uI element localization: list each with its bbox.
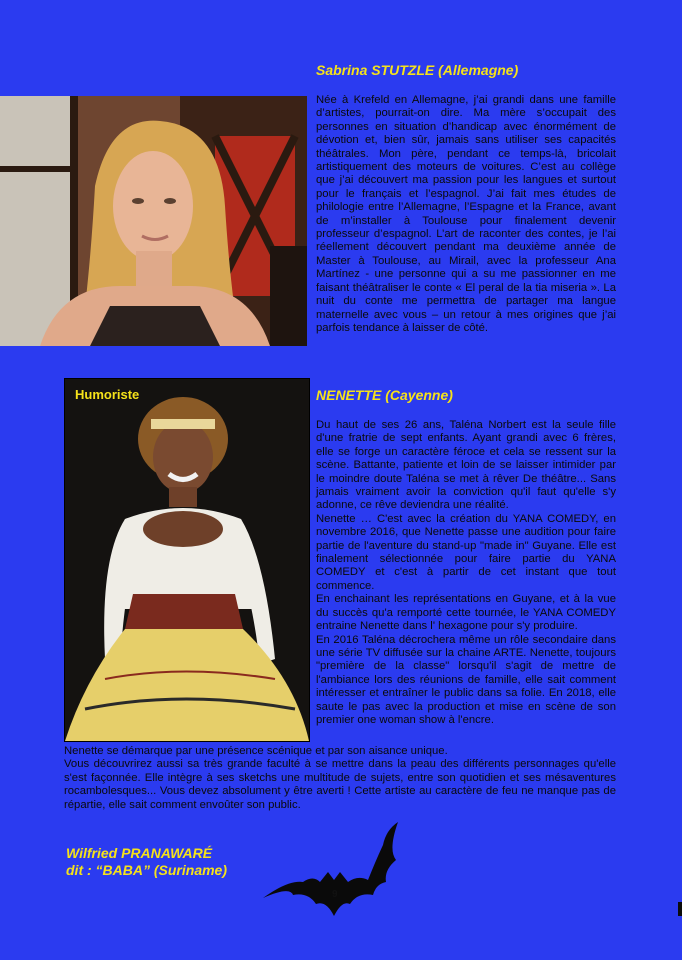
- page-number: 9: [332, 889, 338, 900]
- section2-body-column: Du haut de ses 26 ans, Taléna Norbert est la seule fille d'une fratrie de sept enfants. Ayant grandi avec 6 frères, elle se forge un caractère féroce et cela se ressent sur la scène. Battante, patiente et loin de se laisser intimider par le moindre doute Taléna se met à rêver De théâtre... Sans jamais vraiment avoir la conviction qu'il faut qu'elle s'y adonne, ce rêve deviendra une réalité. Nenette … C'est avec la création du YANA COMEDY, en novembre 2016, que Nenette passe une audition pour faire partie de l'aventure du stand-up "made in" Guyane. Elle est finalement sélectionnée pour faire partie du YANA COMEDY et c'est à partir de cet instant que tout commence. En enchainant les représentations en Guyane, et à la vue du succès qu'a remporté cette tournée, le YANA COMEDY entraine Nenette dans l' hexagone pour s'y produire. En 2016 Taléna décrochera même un rôle secondaire dans une série TV diffusée sur la chaine ARTE. Nenette, toujours "première de la classe" lorsqu'il s'agit de mettre de l'ambiance lors des réunions de famille, elle sait comment intéresser et entraîner le public dans sa folie. En 2018, elle saute le pas avec la production et mise en scène de son premier one woman show à l'encre.: [316, 419, 616, 726]
- nenette-photo: [64, 378, 310, 742]
- section3-heading-line1: Wilfried PRANAWARÉ: [66, 845, 213, 861]
- section3-heading-line2: dit : “BABA” (Suriname): [66, 862, 227, 878]
- bat-icon: [258, 820, 408, 925]
- section1-body: Née à Krefeld en Allemagne, j’ai grandi dans une famille d’artistes, pourrait-on dire. Ma mère s’occupait des personnes en situation d’handicap avec énormément de dévotion et, bien sûr, jamais sans utiliser ses capacités théâtrales. Mon père, pendant ce temps-là, bricolait artistiquement des moteurs de voitures. C’est au collège que j’ai découvert ma passion pour les langues et surtout pour le français et l’espagnol. J’ai fait mes études de philologie entre l’Allemagne, l’Espagne et la France, avant de m’installer à Toulouse pour finalement devenir professeur d’espagnol. L’art de raconter des contes, je l’ai réellement découvert pendant ma deuxième année de Master à Toulouse, au Mirail, avec la professeur Ana Martínez - une personne qui a su me passionner en me faisant théâtraliser le conte « El peral de la tia miseria ». La nuit du conte me permettra de partager ma langue maternelle avec vous – un retour à mes origines que j’ai parfois tendance à laisser de côté.: [316, 94, 616, 334]
- section2-heading: NENETTE (Cayenne): [316, 387, 453, 403]
- section2-body-full: Nenette se démarque par une présence scénique et par son aisance unique. Vous découvrirez aussi sa très grande faculté à se mettre dans la peau des différents personnages qu'elle s'est façonnée. Elle intègre à ses sketchs une multitude de sujets, entre son quotidien et ses mésaventures rocambolesques... Vous devez absolument y être averti ! Cette artiste au caractère de feu ne manque pas de répartie, elle sait comment envoûter son public.: [64, 745, 616, 811]
- photo-label-humoriste: Humoriste: [75, 387, 140, 402]
- sabrina-photo: [0, 96, 307, 346]
- section1-heading: Sabrina STUTZLE (Allemagne): [316, 62, 519, 78]
- edge-mark: [678, 902, 682, 916]
